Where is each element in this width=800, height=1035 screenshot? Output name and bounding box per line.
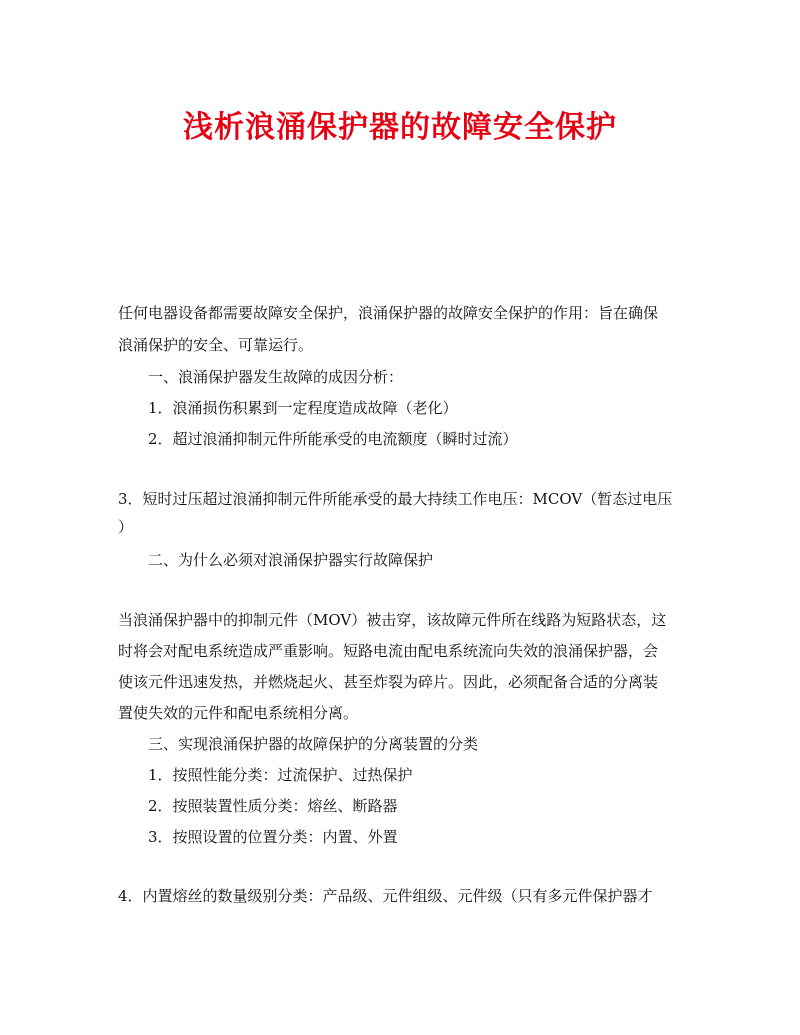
list-item: 1．按照性能分类：过流保护、过热保护 [148, 766, 413, 784]
section-heading: 一、浪涌保护器发生故障的成因分析： [148, 368, 404, 386]
section-heading: 二、为什么必须对浪涌保护器实行故障保护 [148, 551, 434, 569]
list-item: 1．浪涌损伤积累到一定程度造成故障（老化） [148, 399, 458, 417]
paragraph-line: 4．内置熔丝的数量级别分类：产品级、元件组级、元件级（只有多元件保护器才 [118, 887, 653, 905]
list-item: 2．超过浪涌抑制元件所能承受的电流额度（瞬时过流） [148, 430, 518, 448]
paragraph-line: 当浪涌保护器中的抑制元件（MOV）被击穿，该故障元件所在线路为短路状态，这 [118, 611, 667, 629]
list-item: 3．按照设置的位置分类：内置、外置 [148, 828, 398, 846]
paragraph-line: 使该元件迅速发热，并燃烧起火、甚至炸裂为碎片。因此，必须配备合适的分离装 [118, 673, 659, 691]
section-heading: 三、实现浪涌保护器的故障保护的分离装置的分类 [148, 735, 479, 753]
paragraph-line: 时将会对配电系统造成严重影响。短路电流由配电系统流向失效的浪涌保护器，会 [118, 642, 659, 660]
list-item: 2．按照装置性质分类：熔丝、断路器 [148, 797, 398, 815]
paragraph-line: 浪涌保护的安全、可靠运行。 [118, 336, 314, 354]
document-title: 浅析浪涌保护器的故障安全保护 [183, 110, 617, 145]
paragraph-line: 置使失效的元件和配电系统相分离。 [118, 704, 359, 722]
paragraph-line: 任何电器设备都需要故障安全保护，浪涌保护器的故障安全保护的作用：旨在确保 [118, 304, 659, 322]
paragraph-line: 3．短时过压超过浪涌抑制元件所能承受的最大持续工作电压：MCOV（暂态过电压 [118, 490, 673, 508]
paragraph-line: ） [118, 518, 134, 536]
